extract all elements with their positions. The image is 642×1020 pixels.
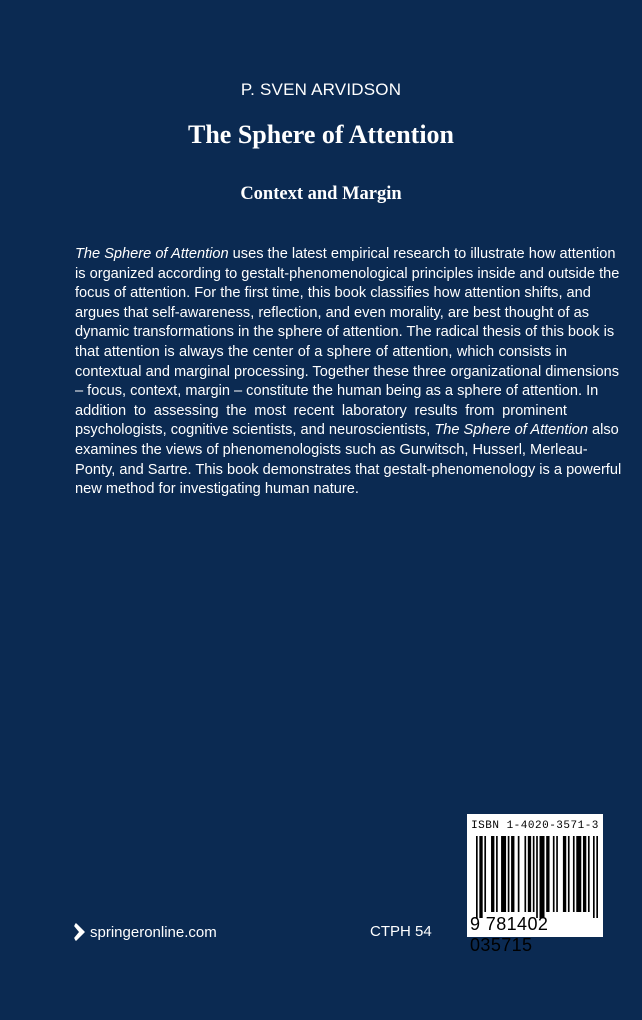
barcode-bar	[593, 836, 595, 918]
barcode-bar	[583, 836, 586, 912]
blurb-line	[75, 245, 616, 265]
barcode-bar	[508, 836, 510, 912]
barcode-bar	[540, 836, 545, 918]
blurb-line	[75, 421, 619, 441]
barcode-bar	[476, 836, 478, 918]
book-title-italic: The Sphere of Attention	[434, 422, 588, 439]
website-url[interactable]: springeronline.com	[90, 923, 217, 941]
barcode-bar	[563, 836, 566, 912]
blurb-line	[75, 441, 588, 461]
blurb-line	[75, 461, 622, 481]
barcode-bar	[596, 836, 598, 918]
barcode	[467, 814, 603, 955]
blurb-line	[75, 343, 567, 363]
blurb-text: that attention is always the center of a sphere of attention, which consists in	[75, 343, 567, 360]
blurb-text: psychologists, cognitive scientists, and neuroscientists,	[75, 422, 435, 439]
barcode-bar	[588, 836, 590, 912]
blurb-line	[75, 265, 620, 285]
barcode-bar	[533, 836, 535, 912]
barcode-bar	[546, 836, 549, 912]
blurb-text: addition to assessing the most recent laboratory results from prominent	[75, 402, 567, 419]
blurb-text: dynamic transformations in the sphere of attention. The radical thesis of this book is	[75, 324, 615, 341]
blurb-text: focus of attention. For the first time, this book classifies how attention shifts, and	[75, 285, 591, 302]
barcode-bar	[491, 836, 494, 912]
barcode-bars	[476, 836, 598, 918]
barcode-bar	[568, 836, 570, 912]
barcode-bar	[576, 836, 581, 912]
publisher-link[interactable]	[74, 923, 217, 941]
blurb-text: new method for investigating human nature.	[75, 481, 359, 498]
barcode-bar	[528, 836, 531, 912]
barcode-bar	[536, 836, 538, 918]
book-title: The Sphere of Attention	[187, 120, 455, 149]
book-subtitle: Context and Margin	[240, 184, 402, 204]
blurb-line	[75, 402, 567, 422]
barcode-bar	[479, 836, 482, 918]
blurb-text: contextual and marginal processing. Together these three organizational dimensions	[75, 363, 620, 380]
author-name: P. SVEN ARVIDSON	[240, 80, 402, 99]
blurb-text: – focus, context, margin – constitute the human being as a sphere of attention. In	[75, 383, 599, 400]
barcode-bar	[524, 836, 526, 912]
blurb-line	[75, 382, 599, 402]
barcode-bar	[496, 836, 498, 912]
blurb-text: Ponty, and Sartre. This book demonstrates that gestalt-phenomenology is a powerful	[75, 461, 622, 478]
blurb-text: uses the latest empirical research to illustrate how attention	[228, 246, 616, 262]
barcode-bar	[484, 836, 486, 912]
barcode-bar	[518, 836, 520, 912]
blurb-text: also	[587, 422, 619, 439]
blurb-text: argues that self-awareness, reflection, and even morality, are best thought of as	[75, 304, 590, 321]
blurb-text: examines the views of phenomenologists such as Gurwitsch, Husserl, Merleau-	[75, 441, 588, 458]
series-code: CTPH 54	[370, 923, 432, 940]
blurb-line	[75, 304, 590, 324]
chevron-right-icon	[74, 923, 86, 941]
blurb-line	[75, 363, 620, 383]
blurb-text: is organized according to gestalt-phenomenological principles inside and outside the	[75, 265, 620, 282]
blurb-line	[75, 284, 591, 304]
barcode-bar	[511, 836, 514, 912]
barcode-bar	[573, 836, 575, 912]
isbn-label: ISBN 1-4020-3571-3	[471, 820, 599, 832]
book-title-italic: The Sphere of Attention	[75, 246, 229, 262]
blurb	[75, 245, 622, 500]
barcode-bar	[553, 836, 555, 912]
blurb-line	[75, 480, 567, 500]
ean-number: 9 781402 035715	[470, 914, 549, 955]
blurb-line	[75, 323, 615, 343]
barcode-bar	[501, 836, 506, 912]
barcode-bar	[556, 836, 558, 912]
